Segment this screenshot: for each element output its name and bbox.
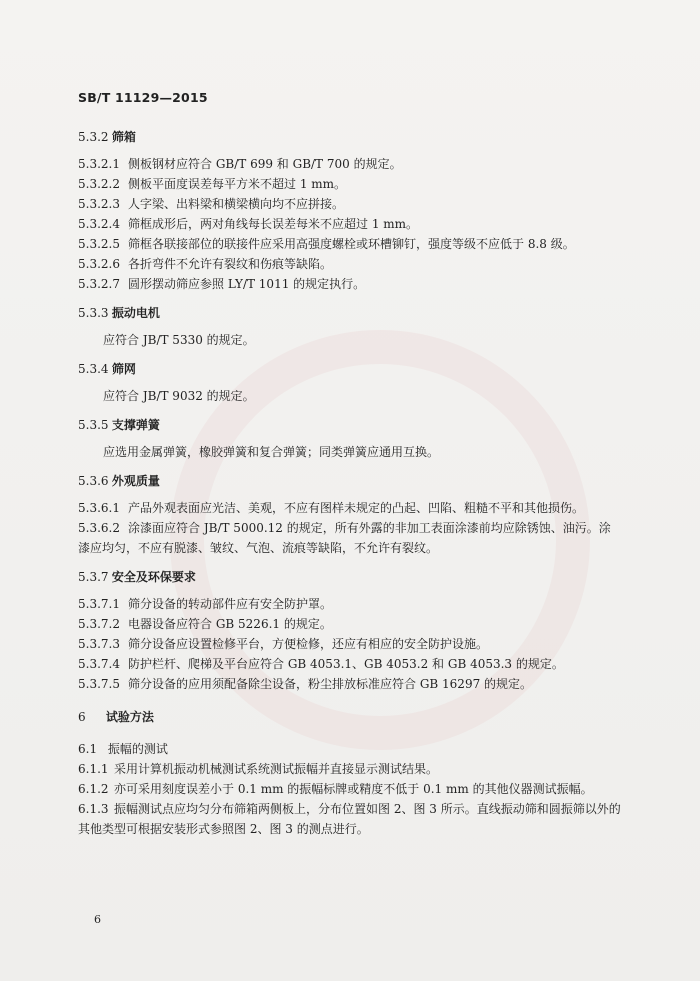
list-item-continuation: 其他类型可根据安装形式参照图 2、图 3 的测点进行。 (78, 822, 369, 836)
list-item: 5.3.2.2 侧板平面度误差每平方米不超过 1 mm。 (78, 177, 347, 191)
paragraph: 应符合 JB/T 9032 的规定。 (103, 389, 255, 403)
list-item: 5.3.2.6 各折弯件不允许有裂纹和伤痕等缺陷。 (78, 257, 333, 271)
list-item: 5.3.7.4 防护栏杆、爬梯及平台应符合 GB 4053.1、GB 4053.2 和 GB 4053.3 的规定。 (78, 657, 564, 671)
list-item: 5.3.2.1 侧板钢材应符合 GB/T 699 和 GB/T 700 的规定。 (78, 157, 402, 171)
section-heading: 5.3.4 筛网 (78, 362, 136, 376)
section-heading: 5.3.3 振动电机 (78, 306, 160, 320)
list-item: 5.3.2.5 筛框各联接部位的联接件应采用高强度螺栓或环槽铆钉，强度等级不应低于 8.8 级。 (78, 237, 575, 251)
list-item: 6.1.1 采用计算机振动机械测试系统测试振幅并直接显示测试结果。 (78, 762, 439, 776)
list-item: 5.3.2.4 筛框成形后，两对角线每长误差每米不应超过 1 mm。 (78, 217, 419, 231)
list-item: 6.1.2 亦可采用刻度误差小于 0.1 mm 的振幅标牌或精度不低于 0.1 mm 的其他仪器测试振幅。 (78, 782, 593, 796)
section-heading: 5.3.7 安全及环保要求 (78, 570, 196, 584)
standard-code: SB/T 11129—2015 (78, 90, 208, 105)
section-title: 筛箱 (111, 130, 136, 144)
paragraph: 应符合 JB/T 5330 的规定。 (103, 333, 255, 347)
section-number: 5.3.2 (78, 130, 109, 144)
section-heading: 6.1 振幅的测试 (78, 742, 168, 756)
list-item: 5.3.6.2 涂漆面应符合 JB/T 5000.12 的规定，所有外露的非加工表面涂漆前均应除锈蚀、油污。涂 (78, 521, 611, 535)
chapter-heading: 6 试验方法 (78, 710, 154, 724)
list-item: 5.3.2.3 人字梁、出料梁和横梁横向均不应拼接。 (78, 197, 345, 211)
section-heading: 5.3.5 支撑弹簧 (78, 418, 160, 432)
list-item: 5.3.7.3 筛分设备应设置检修平台，方便检修，还应有相应的安全防护设施。 (78, 637, 489, 651)
section-heading (78, 130, 136, 144)
page-number: 6 (94, 913, 101, 926)
list-item: 5.3.2.7 圆形摆动筛应参照 LY/T 1011 的规定执行。 (78, 277, 366, 291)
list-item-continuation: 漆应均匀，不应有脱漆、皱纹、气泡、流痕等缺陷，不允许有裂纹。 (78, 541, 439, 555)
list-item: 5.3.7.2 电器设备应符合 GB 5226.1 的规定。 (78, 617, 332, 631)
list-item: 5.3.7.5 筛分设备的应用须配备除尘设备，粉尘排放标准应符合 GB 16297 的规定。 (78, 677, 533, 691)
list-item: 5.3.6.1 产品外观表面应光洁、美观，不应有图样未规定的凸起、凹陷、粗糙不平和其他损伤。 (78, 501, 585, 515)
paragraph: 应选用金属弹簧，橡胶弹簧和复合弹簧；同类弹簧应通用互换。 (103, 445, 440, 459)
list-item: 5.3.7.1 筛分设备的转动部件应有安全防护罩。 (78, 597, 333, 611)
list-item: 6.1.3 振幅测试点应均匀分布筛箱两侧板上，分布位置如图 2、图 3 所示。直线振动筛和圆振筛以外的 (78, 802, 621, 816)
section-heading: 5.3.6 外观质量 (78, 474, 160, 488)
